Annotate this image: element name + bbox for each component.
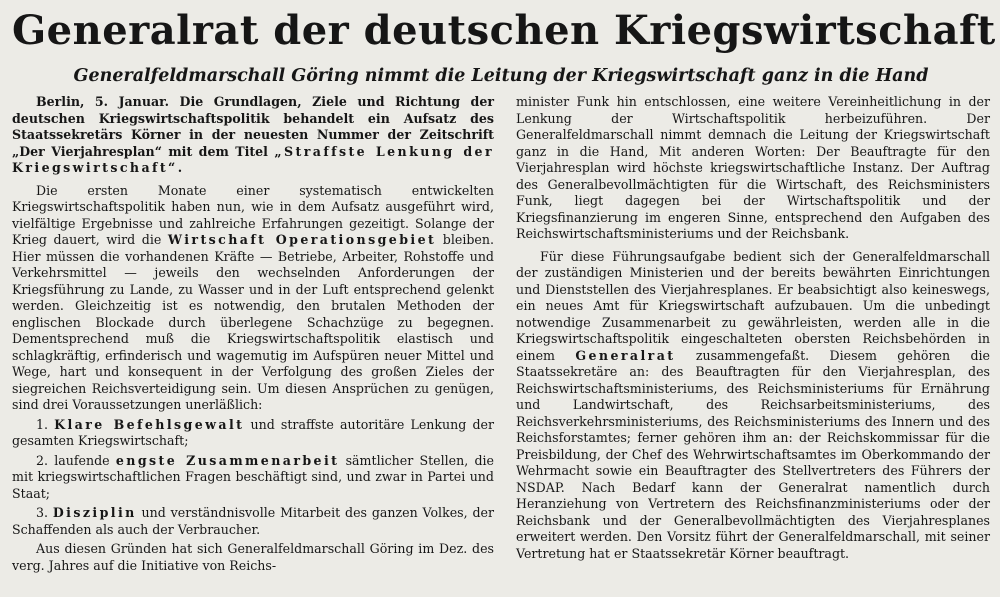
emphasis-text: Klare Befehlsgewalt <box>54 416 245 432</box>
list-number: 1. <box>36 416 55 432</box>
list-item <box>12 417 494 450</box>
paragraph-text: zusammengefaßt. Diesem gehören die Staatssekretäre an: des Beauftragten für den Vierjahresplan, des Reichswirtschaftsministeriums, des Reichsministeriums für Ernährung und Landwirtschaft, des Reichsarbeitsministeriums, des Reichsverkehrsministeriums, des Reichsministeriums des Innern und des Reichsforstamtes; ferner gehören ihm an: der Reichskommissar für die Preisbildung, der Chef des Wehrwirtschaftsamtes im Oberkommando der Wehrmacht sowie ein Beauftragter des Stellvertreters des Führers der NSDAP. Nach Bedarf kann der Generalrat namentlich durch Heranziehung von Vertretern des Reichsfinanzministeriums oder der Reichsbank und der Generalbevollmächtigten des Vierjahresplanes erweitert werden. Den Vorsitz führt der Generalfeldmarschall, mit seiner Vertretung hat er Staatssekretär Körner beauftragt. <box>516 347 990 561</box>
article-body <box>12 94 990 574</box>
headline: Generalrat der deutschen Kriegswirtschaft <box>12 7 996 54</box>
dateline: Berlin, 5. Januar. <box>36 94 170 109</box>
paragraph <box>12 183 494 414</box>
list-item <box>12 505 494 538</box>
right-column <box>516 94 990 574</box>
intro-paragraph <box>12 94 494 177</box>
list-text: sämtlicher Stellen, die mit kriegswirtschaftlichen Fragen beschäftigt sind, und zwar in Partei und Staat; <box>12 452 494 501</box>
emphasis-text: engste Zusammenarbeit <box>115 452 340 468</box>
left-column <box>12 94 494 574</box>
paragraph-text: bleiben. Hier müssen die vorhandenen Kräfte — Betriebe, Arbeiter, Rohstoffe und Verkehrsmittel — jeweils den wechselnden Anforderungen der Kriegsführung zu Lande, zu Wasser und in der Luft entsprechend gelenkt werden. Gleichzeitig ist es notwendig, den brutalen Methoden der englischen Blockade durch überlegene Schachzüge zu begegnen. Dementsprechend muß die Kriegswirtschaftspolitik elastisch und schlagkräftig, erfinderisch und wagemutig im Aufspüren neuer Mittel und Wege, hart und konsequent in der Verfolgung des großen Zieles der siegreichen Reichsverteidigung sein. Um diesen Ansprüchen zu genügen, sind drei Voraussetzungen unerläßlich: <box>12 232 494 412</box>
list-item <box>12 453 494 503</box>
subheadline: Generalfeldmarschall Göring nimmt die Leitung der Kriegswirtschaft ganz in die Hand <box>73 66 929 86</box>
paragraph <box>516 249 990 563</box>
list-number: 2. laufende <box>36 452 116 468</box>
article-title-reference: „Straffste Lenkung der Kriegswirtschaft“ <box>12 143 494 175</box>
list-text: und straffste autoritäre Lenkung der gesamten Kriegswirtschaft; <box>12 416 495 448</box>
emphasis-text: Disziplin <box>52 505 137 520</box>
intro-end: . <box>177 160 183 175</box>
list-number: 3. <box>36 505 53 520</box>
emphasis-text: Generalrat <box>575 347 676 363</box>
list-text: und verständnisvolle Mitarbeit des ganzen Volkes, der Schaffenden als auch der Verbraucher. <box>12 505 494 537</box>
intro-text: Die Grundlagen, Ziele und Richtung der deutschen Kriegswirtschaftspolitik behandelt ein Aufsatz des Staatssekretärs Körner in der neuesten Nummer der Zeitschrift „Der Vierjahresplan“ mit dem Titel <box>12 94 494 159</box>
paragraph: Aus diesen Gründen hat sich Generalfeldmarschall Göring im Dez. des verg. Jahres auf die Initiative von Reichs- <box>12 541 494 573</box>
paragraph-text: Die ersten Monate einer systematisch entwickelten Kriegswirtschaftspolitik haben nun, wie in dem Aufsatz ausgeführt wird, vielfältige Ergebnisse und zahlreiche Erfahrungen gezeitigt. Solange der Krieg dauert, wird die <box>12 182 494 247</box>
paragraph: minister Funk hin entschlossen, eine weitere Vereinheitlichung in der Lenkung der Wirtschaftspolitik herbeizuführen. Der Generalfeldmarschall nimmt demnach die Leitung der Kriegswirtschaft ganz in die Hand, Mit anderen Worten: Der Beauftragte für den Vierjahresplan wird höchste kriegswirtschaftliche Instanz. Der Auftrag des Generalbevollmächtigten für die Wirtschaft, des Reichsministers Funk, liegt dagegen bei der Wirtschaftspolitik und der Kriegsfinanzierung im engeren Sinne, entsprechend den Aufgaben des Reichswirtschaftsministeriums und der Reichsbank. <box>516 94 990 241</box>
emphasis-text: Wirtschaft Operationsgebiet <box>167 232 437 247</box>
paragraph-text: Für diese Führungsaufgabe bedient sich der Generalfeldmarschall der zuständigen Ministerien und der bereits bewährten Einrichtungen und Dienststellen des Vierjahresplanes. Er beabsichtigt also keineswegs, ein neues Amt für Kriegswirtschaft aufzubauen. Um die unbedingt notwendige Zusammenarbeit zu gewährleisten, werden alle in die Kriegswirtschaftspolitik eingeschalteten obersten Reichsbehörden in einem <box>516 248 990 363</box>
